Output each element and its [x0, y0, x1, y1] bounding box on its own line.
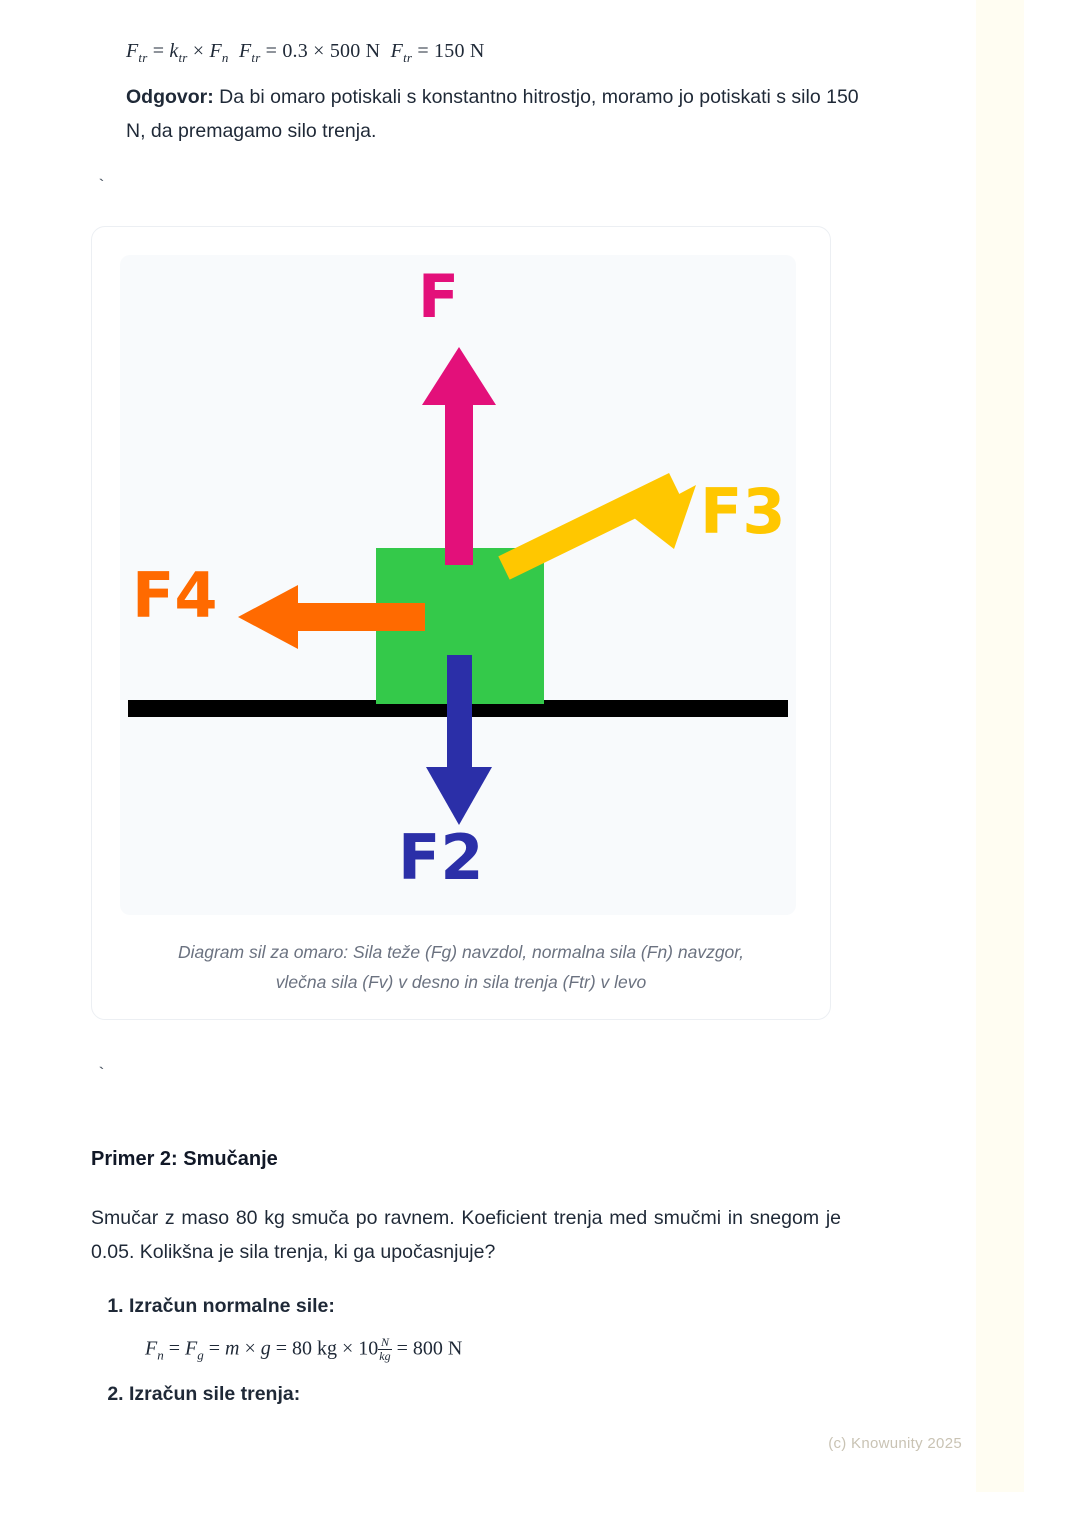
figure-caption: Diagram sil za omaro: Sila teže (Fg) navzdol, normalna sila (Fn) navzgor, vlečna sila (Fv) v desno in sila trenja (Ftr) v levo	[177, 942, 745, 992]
force-diagram-figure	[91, 226, 831, 1020]
force-label-up: F	[418, 262, 459, 332]
arrow-diagonal-yellow	[498, 473, 696, 580]
arrow-up-pink	[422, 347, 496, 565]
calculation-steps-list	[91, 1295, 891, 1406]
page-content-area	[56, 0, 976, 1492]
tick-mark-1: `	[96, 178, 107, 198]
list-item	[129, 1295, 891, 1363]
step-1-label: Izračun normalne sile:	[129, 1295, 335, 1317]
step-2-label: Izračun sile trenja:	[129, 1383, 301, 1406]
force-label-down: F2	[398, 821, 484, 894]
section2-paragraph: Smučar z maso 80 kg smuča po ravnem. Koeficient trenja med smučmi in snegom je 0.05. Kolikšna je sila trenja, ki ga upočasnjuje?	[91, 1207, 841, 1263]
force-label-diagonal: F3	[700, 475, 786, 548]
document-page	[56, 0, 1024, 1492]
answer-text: Da bi omaro potiskali s konstantno hitrostjo, moramo jo potiskati s silo 150 N, da premagamo silo trenja.	[126, 86, 859, 142]
force-label-left: F4	[132, 559, 218, 632]
formula-friction-top: $F_{tr} = k_{tr} \times F_n$ $F_{tr} = 0.3 \times 500$ N $F_{tr} = 150$ N	[126, 40, 485, 65]
list-item	[129, 1383, 891, 1406]
answer-paragraph	[126, 80, 866, 148]
section-title-primer-2: Primer 2: Smučanje	[91, 1148, 278, 1170]
step-1-formula: $F_n = F_g = m \times g = 80$ kg × 10 $\frac{N}{kg}$ = 800 N	[145, 1335, 463, 1364]
watermark: (c) Knowunity 2025	[828, 1435, 962, 1452]
document-content	[91, 40, 891, 1420]
tick-mark-2: `	[96, 1066, 107, 1086]
force-arrows-svg	[120, 255, 796, 915]
force-diagram-canvas	[120, 255, 796, 915]
answer-label: Odgovor:	[126, 86, 214, 108]
